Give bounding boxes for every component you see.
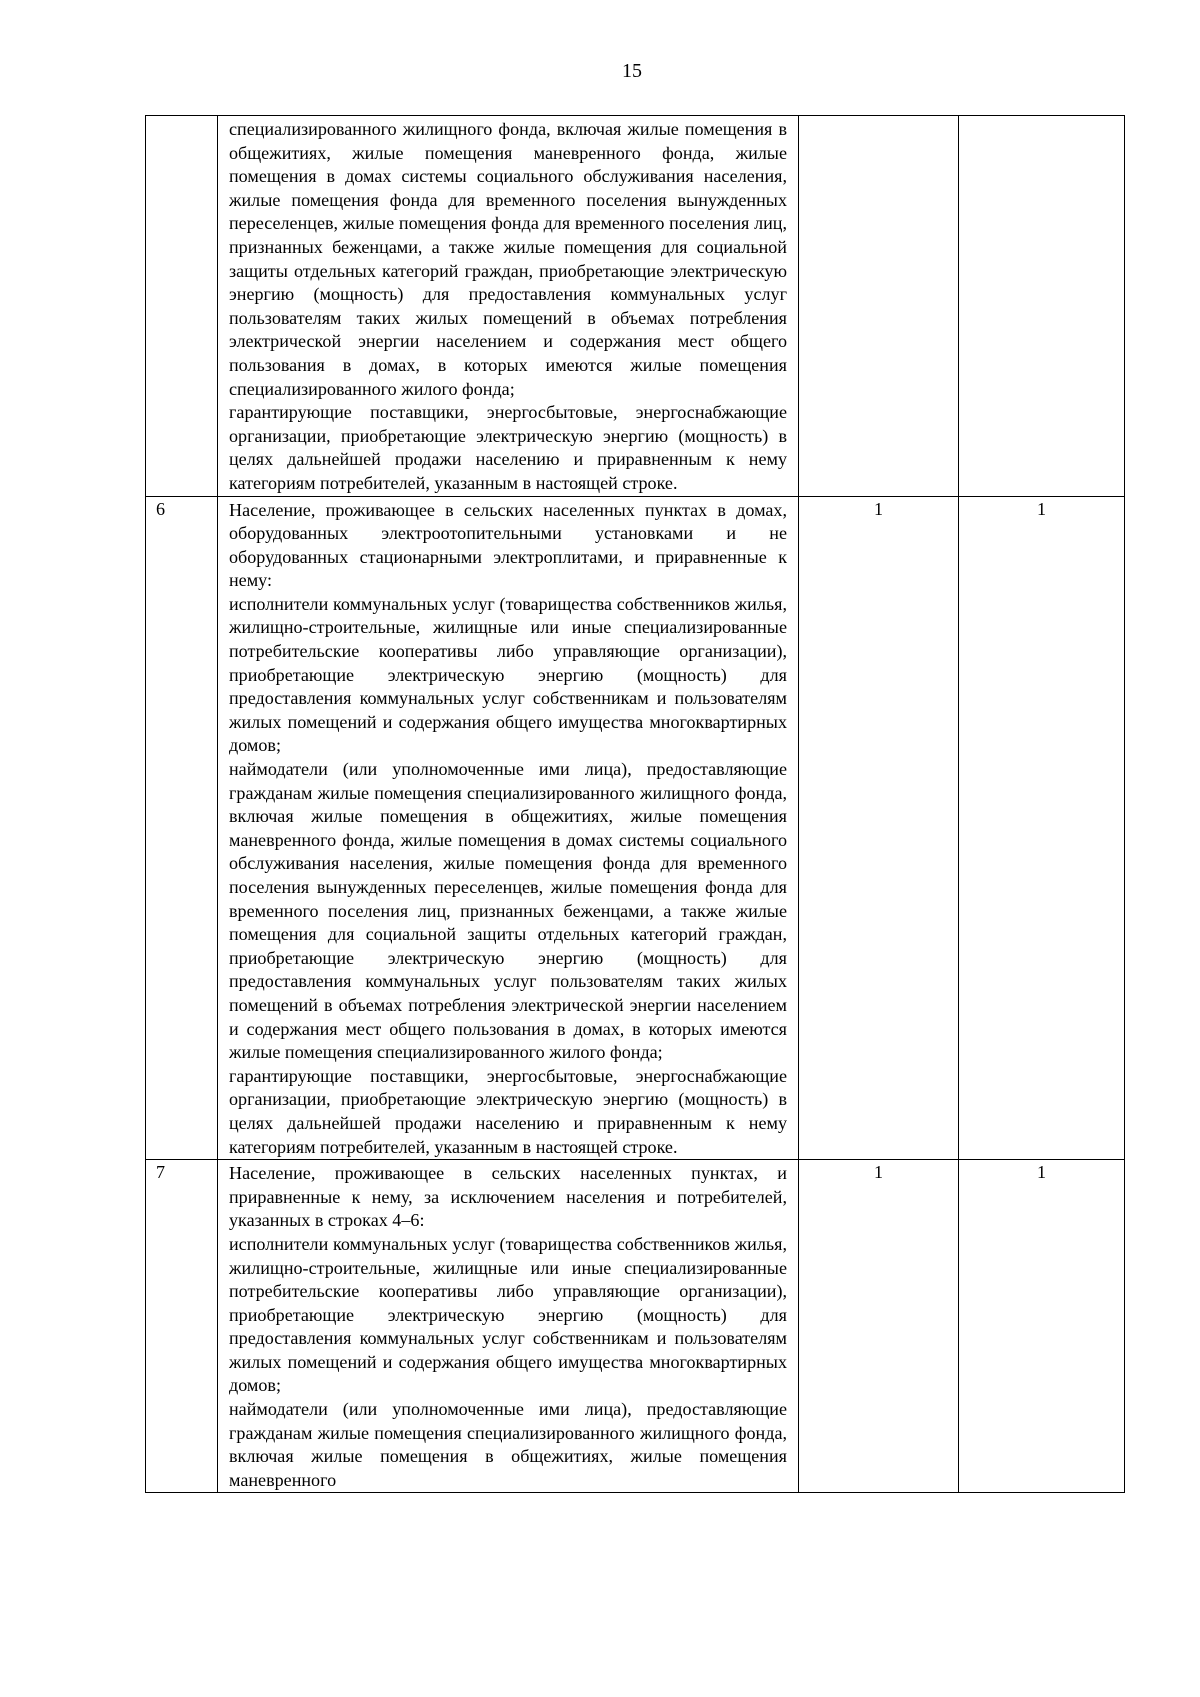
description-paragraph: специализированного жилищного фонда, включая жилые помещения в общежитиях, жилые помещения маневренного фонда, жилые помещения в домах системы социального обслуживания населения, жилые помещения фонда для временного поселения вынужденных переселенцев, жилые помещения фонда для временного поселения лиц, признанных беженцами, а также жилые помещения для социальной защиты отдельных категорий граждан, приобретающие электрическую энергию (мощность) для предоставления коммунальных услуг пользователям таких жилых помещений в объемах потребления электрической энергии населением и содержания мест общего пользования в домах, в которых имеются жилые помещения специализированного жилого фонда; [229,119,787,399]
coefficient-cell-1 [799,116,959,497]
description-paragraph: гарантирующие поставщики, энергосбытовые, энергоснабжающие организации, приобретающие электрическую энергию (мощность) в целях дальнейшей продажи населению и приравненным к нему категориям потребителей, указанным в настоящей строке. [229,402,787,493]
description-paragraph: наймодатели (или уполномоченные ими лица), предоставляющие гражданам жилые помещения специализированного жилищного фонда, включая жилые помещения в общежитиях, жилые помещения маневренного [229,1399,787,1490]
table-row [146,1160,1125,1493]
tariff-table-body [146,116,1125,1493]
description-paragraph: гарантирующие поставщики, энергосбытовые, энергоснабжающие организации, приобретающие электрическую энергию (мощность) в целях дальнейшей продажи населению и приравненным к нему категориям потребителей, указанным в настоящей строке. [229,1065,787,1157]
row-number-cell: 6 [146,496,218,1160]
consumer-description-cell [218,116,799,497]
consumer-description-cell [218,496,799,1160]
table-row [146,116,1125,497]
coefficient-cell-1: 1 [799,1160,959,1493]
tariff-table-wrapper [145,115,1125,1493]
coefficient-cell-2: 1 [959,1160,1125,1493]
coefficient-cell-1: 1 [799,496,959,1160]
page-number: 15 [622,60,642,82]
row-number-cell: 7 [146,1160,218,1493]
description-paragraph: Население, проживающее в сельских населенных пунктах, и приравненные к нему, за исключением населения и потребителей, указанных в строках 4–6: [229,1163,787,1231]
description-paragraph: наймодатели (или уполномоченные ими лица), предоставляющие гражданам жилые помещения специализированного жилищного фонда, включая жилые помещения в общежитиях, жилые помещения маневренного фонда, жилые помещения в домах системы социального обслуживания населения, жилые помещения фонда для временного поселения вынужденных переселенцев, жилые помещения фонда для временного поселения лиц, признанных беженцами, а также жилые помещения для социальной защиты отдельных категорий граждан, приобретающие электрическую энергию (мощность) для предоставления коммунальных услуг пользователям таких жилых помещений в объемах потребления электрической энергии населением и содержания мест общего пользования в домах, в которых имеются жилые помещения специализированного жилого фонда; [229,759,787,1063]
consumer-description-cell [218,1160,799,1493]
coefficient-cell-2: 1 [959,496,1125,1160]
description-paragraph: исполнители коммунальных услуг (товарищества собственников жилья, жилищно-строительные, жилищные или иные специализированные потребительские кооперативы либо управляющие организации), приобретающие электрическую энергию (мощность) для предоставления коммунальных услуг собственникам и пользователям жилых помещений и содержания общего имущества многоквартирных домов; [229,593,787,756]
tariff-table [145,115,1125,1493]
coefficient-cell-2 [959,116,1125,497]
table-row [146,496,1125,1160]
row-number-cell [146,116,218,497]
description-paragraph: Население, проживающее в сельских населенных пунктах в домах, оборудованных электроотопительными установками и не оборудованных стационарными электроплитами, и приравненные к нему: [229,499,787,591]
description-paragraph: исполнители коммунальных услуг (товарищества собственников жилья, жилищно-строительные, жилищные или иные специализированные потребительские кооперативы либо управляющие организации), приобретающие электрическую энергию (мощность) для предоставления коммунальных услуг собственникам и пользователям жилых помещений и содержания общего имущества многоквартирных домов; [229,1233,787,1396]
